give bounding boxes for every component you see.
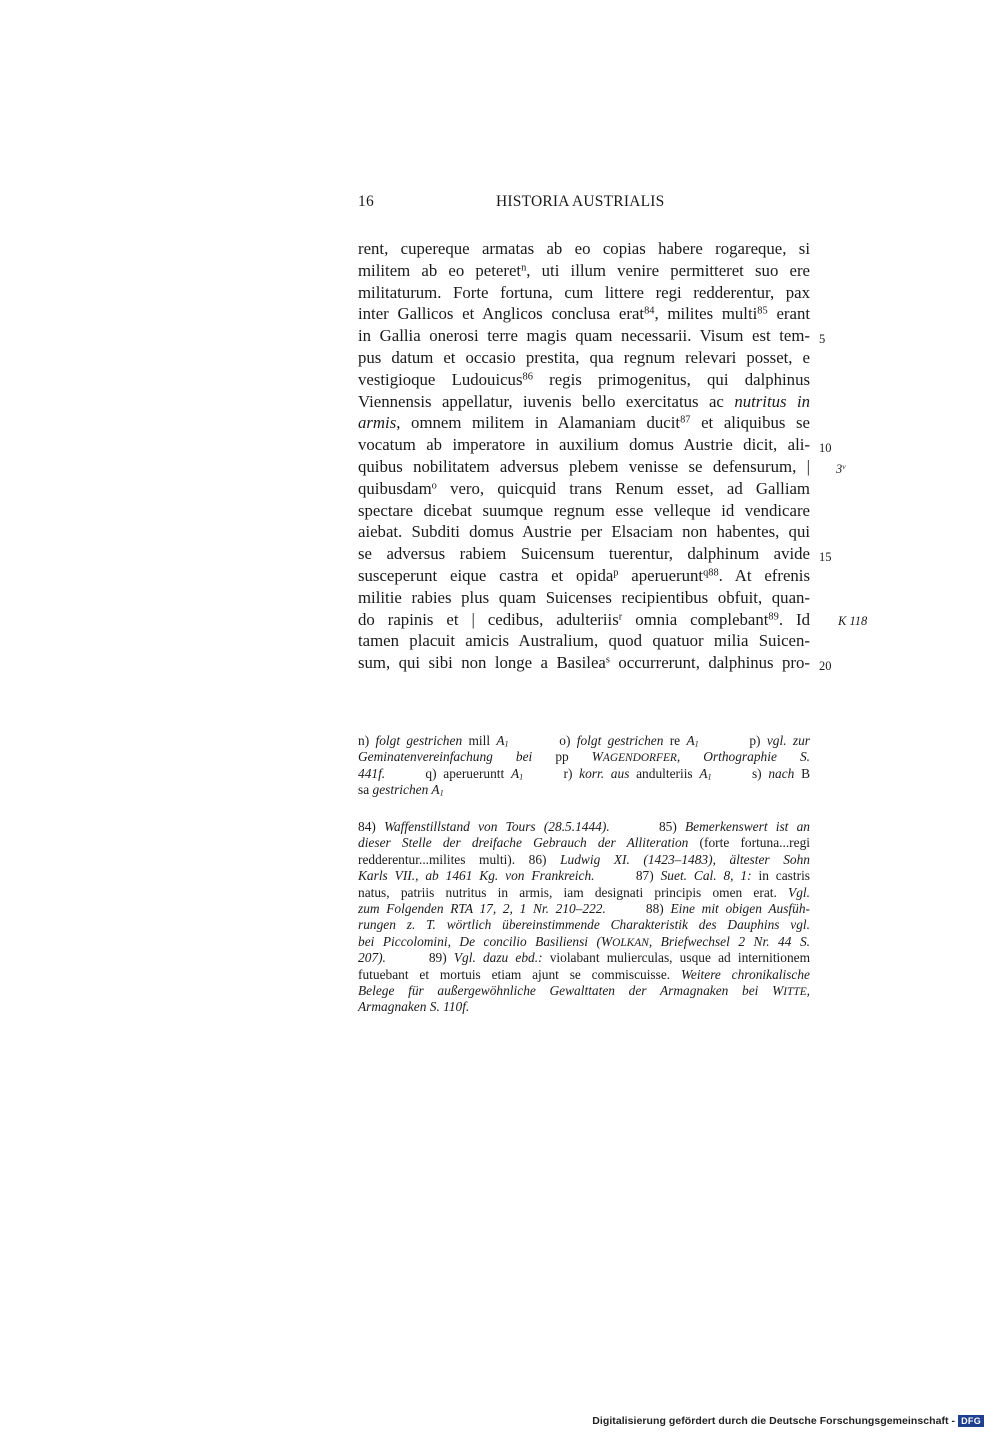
text-line: quibus nobilitatem adversus plebem venisse se defensurum, |: [358, 456, 810, 476]
page-number: 16: [358, 193, 374, 210]
note-line: natus, patriis nutritus in armis, iam designati principis omen erat. Vgl.: [358, 884, 810, 900]
note-line: Karls VII., ab 1461 Kg. von Frankreich. 87) Suet. Cal. 8, 1: in castris: [358, 868, 811, 884]
note-line: zum Folgenden RTA 17, 2, 1 Nr. 210–222. 88) Eine mit obigen Ausfüh-: [358, 900, 810, 916]
text-line: pus datum et occasio prestita, qua regnum relevari posset, e: [358, 347, 810, 367]
text-line: inter Gallicos et Anglicos conclusa erat$^{84}$, milites multi$^{85}$ erant: [358, 304, 810, 324]
commentary-notes: [358, 819, 810, 1016]
text-line: sum, qui sibi non longe a Basilea$^s$ occurrerunt, dalphinus pro-: [358, 653, 810, 673]
digitization-footer: [592, 1415, 984, 1427]
text-line: vocatum ab imperatore in auxilium domus Austrie dicit, ali-: [358, 435, 810, 455]
note-line: Belege für außergewöhnliche Gewalttaten der Armagnaken bei WITTE,: [358, 982, 810, 998]
note-line: rungen z. T. wörtlich übereinstimmende Charakteristik des Dauphins vgl.: [358, 917, 810, 933]
main-text: [358, 238, 810, 674]
text-line: susceperunt eique castra et opida$^p$ aperuerunt$^{q88}$. At efrenis: [358, 565, 810, 585]
note-line: bei Piccolomini, De concilio Basiliensi (WOLKAN, Briefwechsel 2 Nr. 44 S.: [358, 933, 810, 949]
note-line: 441f. q) aperueruntt $A_1$ r) korr. aus andulteriis $A_1$ s) nach B: [358, 765, 810, 782]
note-line: Armagnaken S. 110f.: [358, 999, 470, 1015]
text-line: militaturum. Forte fortuna, cum littere regi redderentur, pax: [358, 282, 810, 302]
text-line: vestigioque Ludouicus$^{86}$ regis primogenitus, qui dalphinus: [358, 369, 810, 389]
critical-apparatus: [358, 733, 810, 799]
line-number: 15: [819, 550, 832, 564]
page-reference: K 118: [838, 614, 868, 628]
note-line: n) folgt gestrichen mill $A_1$ o) folgt gestrichen re $A_1$ p) vgl. zur: [358, 733, 810, 749]
text-line: aiebat. Subditi domus Austrie per Elsaciam non habentes, qui: [358, 522, 810, 542]
note-line: futuebant et mortuis etiam ajunt se commiscuisse. Weitere chronikalische: [358, 966, 811, 982]
dfg-logo: DFG: [958, 1415, 984, 1427]
folio-marker: 3$^v$: [836, 461, 846, 476]
text-line: se adversus rabiem Suicensum tuerentur, dalphinum avide: [358, 544, 810, 564]
note-line: dieser Stelle der dreifache Gebrauch der Alliteration (forte fortuna...regi: [358, 835, 811, 851]
footer-text: Digitalisierung gefördert durch die Deutsche Forschungsgemeinschaft -: [592, 1415, 956, 1427]
text-line: militem ab eo peteret$^n$, uti illum venire permitteret suo ere: [358, 260, 810, 280]
running-title: HISTORIA AUSTRIALIS: [496, 193, 665, 210]
text-line: armis, omnem militem in Alamaniam ducit$^{87}$ et aliquibus se: [358, 413, 810, 433]
text-line: militie rabies plus quam Suicenses recipientibus obfuit, quan-: [358, 587, 810, 607]
note-line: Geminatenvereinfachung bei pp WAGENDORFER, Orthographie S.: [358, 749, 810, 765]
text-line: do rapinis et | cedibus, adulteriis$^r$ omnia complebant$^{89}$. Id: [358, 609, 810, 629]
line-number: 5: [819, 332, 826, 346]
note-line: 84) Waffenstillstand von Tours (28.5.1444). 85) Bemerkenswert ist an: [358, 819, 811, 834]
note-line: redderentur...milites multi). 86) Ludwig XI. (1423–1483), ältester Sohn: [358, 851, 810, 867]
text-line: Viennensis appellatur, iuvenis bello exercitatus ac nutritus in: [358, 391, 811, 411]
text-line: in Gallia onerosi terre magis quam necessarii. Visum est tem-: [358, 326, 810, 346]
text-line: spectare dicebat suumque regnum esse velleque id vendicare: [358, 500, 810, 520]
note-line: sa gestrichen $A_1$: [358, 782, 444, 798]
text-line: quibusdam$^o$ vero, quicquid trans Renum esset, ad Galliam: [358, 478, 810, 498]
line-number: 20: [819, 659, 832, 673]
text-line: rent, cupereque armatas ab eo copias habere rogareque, si: [358, 239, 810, 258]
line-number: 10: [819, 441, 832, 455]
note-line: 207). 89) Vgl. dazu ebd.: violabant mulierculas, usque ad internitionem: [358, 950, 811, 966]
text-line: tamen placuit amicis Australium, quod quatuor milia Suicen-: [358, 631, 810, 651]
